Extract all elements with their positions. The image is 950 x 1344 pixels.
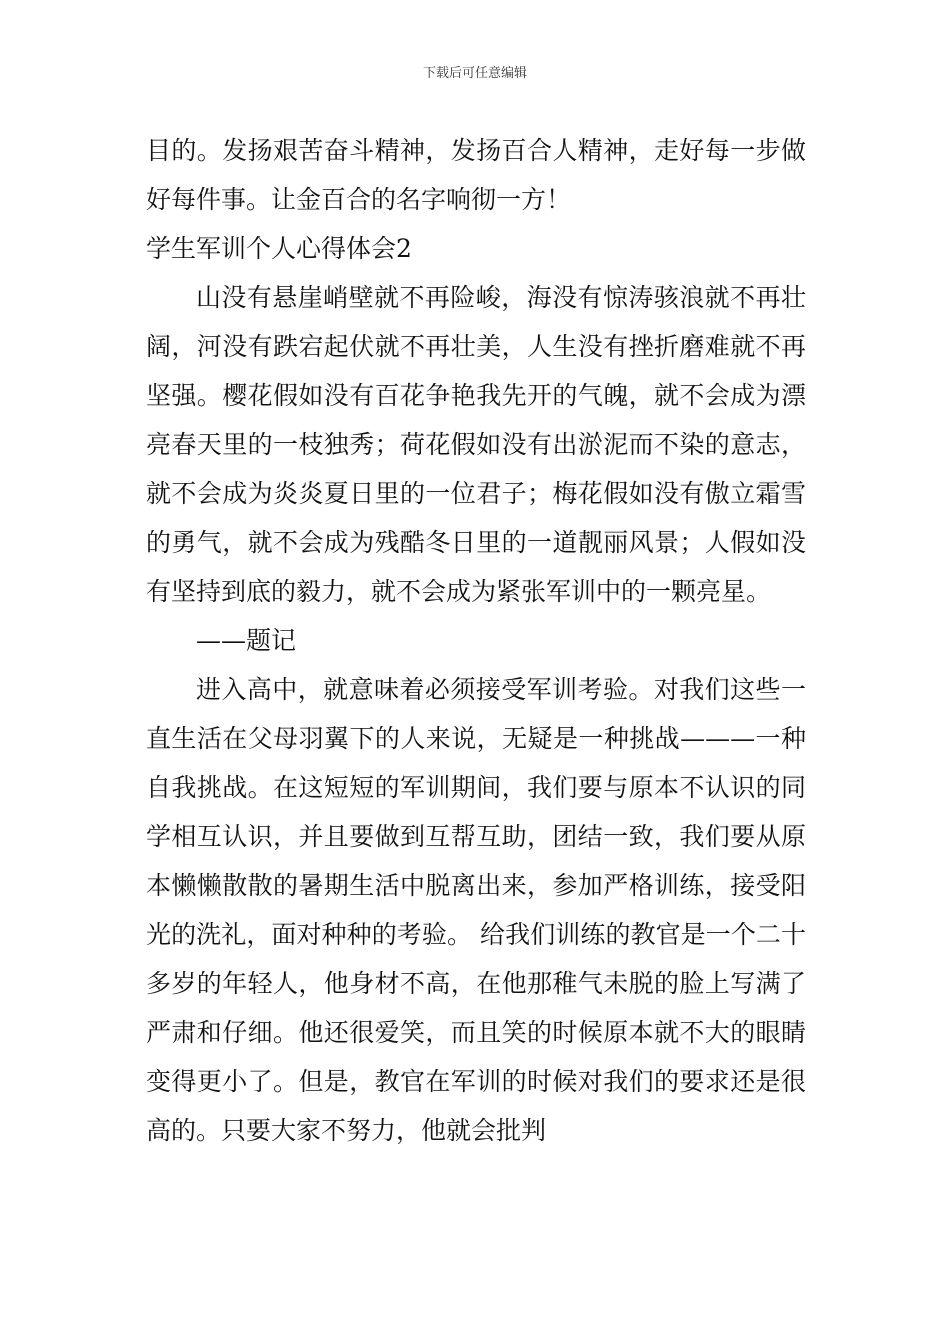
- paragraph-main: 进入高中，就意味着必须接受军训考验。对我们这些一直生活在父母羽翼下的人来说，无疑是一种挑战———一种自我挑战。在这短短的军训期间，我们要与原本不认识的同学相互认识，并且要做到互帮互助，团结一致，我们要从原本懒懒散散的暑期生活中脱离出来，参加严格训练，接受阳光的洗礼，面对种种的考验。 给我们训练的教官是一个二十多岁的年轻人，他身材不高，在他那稚气未脱的脸上写满了严肃和仔细。他还很爱笑，而且笑的时候原本就不大的眼睛变得更小了。但是，教官在军训的时候对我们的要求还是很高的。只要大家不努力，他就会批判: [146, 675, 806, 1145]
- paragraph-preface: 山没有悬崖峭壁就不再险峻，海没有惊涛骇浪就不再壮阔，河没有跌宕起伏就不再壮美，人生没有挫折磨难就不再坚强。樱花假如没有百花争艳我先开的气魄，就不会成为漂亮春天里的一枝独秀；荷花假如没有出淤泥而不染的意志，就不会成为炎炎夏日里的一位君子；梅花假如没有傲立霜雪的勇气，就不会成为残酷冬日里的一道靓丽风景；人假如没有坚持到底的毅力，就不会成为紧张军训中的一颗亮星。: [146, 283, 806, 606]
- section-heading: 学生军训个人心得体会2: [146, 234, 412, 263]
- document-body: [146, 126, 806, 1155]
- paragraph-continuation: 目的。发扬艰苦奋斗精神，发扬百合人精神，走好每一步做好每件事。让金百合的名字响彻一方！: [146, 136, 806, 214]
- inscription-label: ——题记: [196, 626, 297, 655]
- page-header-note: 下载后可任意编辑: [422, 66, 527, 81]
